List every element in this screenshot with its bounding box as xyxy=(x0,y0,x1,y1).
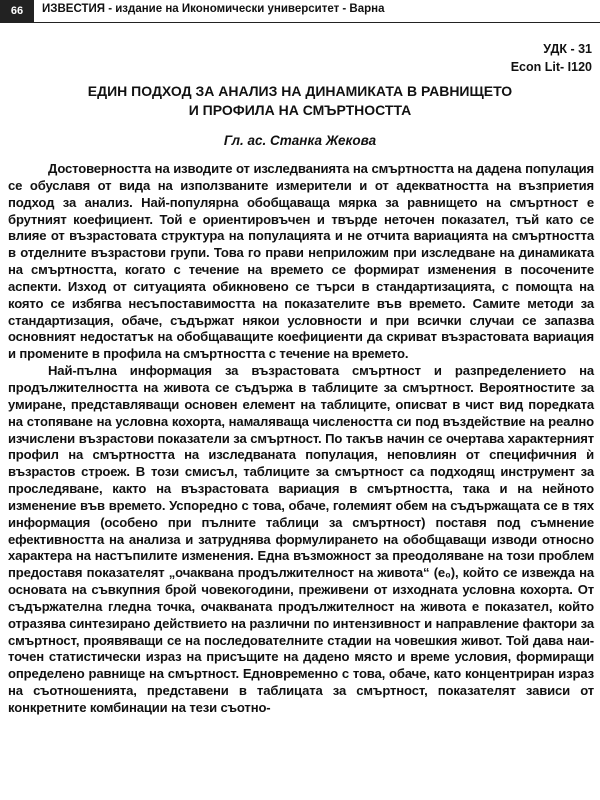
econ-lit-code: Econ Lit- I120 xyxy=(510,60,592,74)
classification-codes xyxy=(511,40,592,76)
article-title xyxy=(30,82,570,120)
udk-code: УДК - 31 xyxy=(543,42,592,56)
article-title-line-2: И ПРОФИЛА НА СМЪРТНОСТТА xyxy=(188,102,412,118)
running-title: ИЗВЕСТИЯ - издание на Икономически университет - Варна xyxy=(42,3,385,15)
body-paragraph-1: Достоверността на изводите от изследванията на смъртността на дадена популация се обуславя от вида на използваните измерители и от адекватността на възприетия подход за анализ. Най-популярна обобщаваща мярка за равнището на смъртност е брутният коефициент. Той е ориентировъчен и твърде неточен показател, тъй като се влияе от възрастовата структура на популацията и не отчита вариацията на смъртността в отделните възрастови групи. Това го прави неприложим при изследване на динамиката на смъртността, когато с течение на времето се формират изменения в посочените аспекти. Изход от ситуацията обикновено се търси в стандартизацията, с помощта на която се избягва несъпоставимостта на показателите във времето. Самите методи за стандартизация, обаче, съдържат някои условности и при всички случаи се запазва основният недостатък на обобщаващите коефициенти да скриват възрастовата вариация и промените в профила на смъртността с течение на времето. xyxy=(8,161,594,362)
article-body xyxy=(8,161,594,717)
article-title-line-1: ЕДИН ПОДХОД ЗА АНАЛИЗ НА ДИНАМИКАТА В РАВНИЩЕТО xyxy=(87,83,513,99)
running-header xyxy=(0,0,600,23)
body-paragraph-2: Най-пълна информация за възрастовата смъртност и разпределението на продължителността на живота се съдържа в таблиците за смъртност. Вероятностите за умиране, представляващи основен елемент на таблиците, описват в чист вид поредката на стопяване на условна кохорта, намаляваща числеността си под въздействие на реално изчислени възрастови показатели за смъртност. По такъв начин се очертава характерният профил на смъртността на изследваната популация, неповлиян от специфичния ѝ възрастов строеж. В този смисъл, таблиците за смъртност са подходящ инструмент за проследяване, както на възрастовата вариация в смъртността, така и на нейното изменение във времето. Успоредно с това, обаче, големият обем на съдържащата се в тях информация (особено при пълните таблици за смъртност) поставя под съмнение ефективността на анализа и затруднява формулирането на обобщаващи изводи относно характера на настъпилите изменения. Една възможност за преодоляване на този проблем предоставя показателят „очаквана продължителност на живота“ (e₀), който се извежда на основата на съвкупния брой човекогодини, преживени от изходната условна кохорта. От съдържателна гледна точка, очакваната продължителност на живота е показател, който отразява синтезирано действието на различни по интензивност и направление фактори за смъртност, проявяващи се на последователните стадии на човешкия живот. Той дава наи-точен статистически израз на присъщите на дадено място и време условия, формиращи определено равнище на смъртност. Едновременно с това, обаче, като концентриран израз на съотношенията, представени в таблицата за смъртност, показателят зависи от конкретните комбинации на тези съотно- xyxy=(8,363,594,715)
article-author: Гл. ас. Станка Жекова xyxy=(223,133,377,148)
page-number: 66 xyxy=(0,0,34,22)
